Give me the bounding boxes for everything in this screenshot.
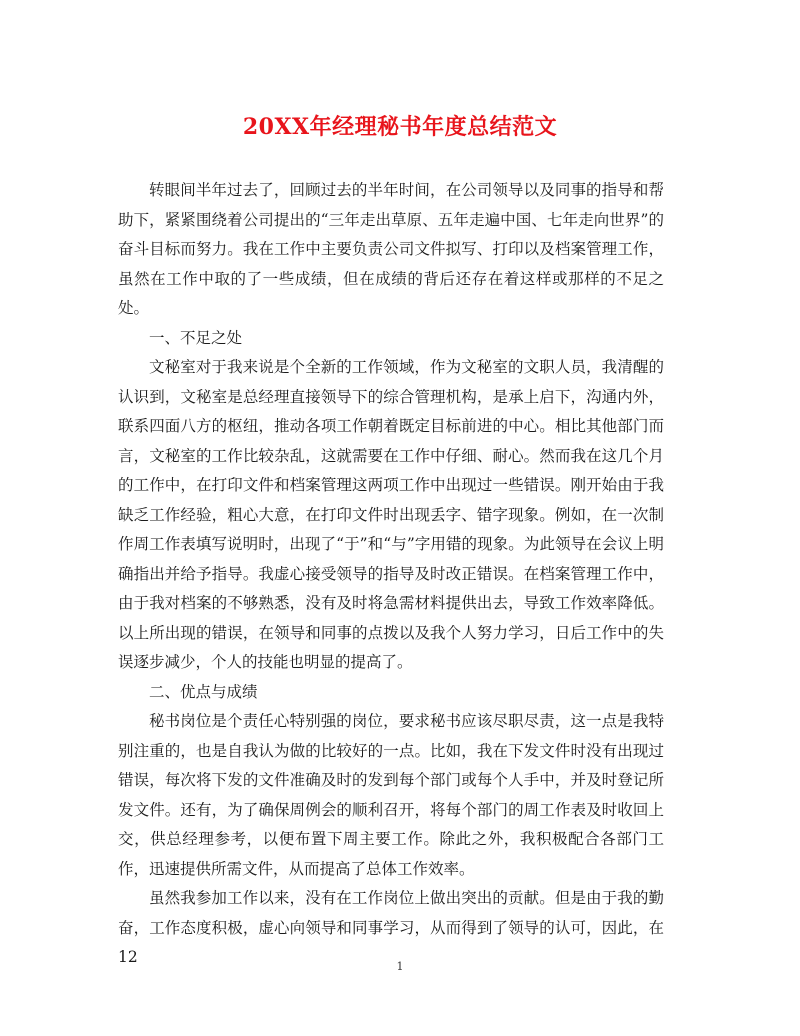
document-body	[118, 176, 664, 973]
section-heading-achievements: 二、优点与成绩	[149, 682, 258, 701]
page-number: 1	[396, 960, 404, 973]
section-heading-shortcomings: 一、不足之处	[149, 328, 243, 347]
paragraph-shortcomings: 文秘室对于我来说是个全新的工作领域，作为文秘室的文职人员，我清醒的认识到，文秘室是总经理直接领导下的综合管理机构，是承上启下，沟通内外，联系四面八方的枢纽，推动各项工作朝着既定目标前进的中心。相比其他部门而言，文秘室的工作比较杂乱，这就需要在工作中仔细、耐心。然而我在这几个月的工作中，在打印文件和档案管理这两项工作中出现过一些错误。刚开始由于我缺乏工作经验，粗心大意，在打印文件时出现丢字、错字现象。例如，在一次制作周工作表填写说明时，出现了“于”和“与”字用错的现象。为此领导在会议上明确指出并给予指导。我虚心接受领导的指导及时改正错误。在档案管理工作中，由于我对档案的不够熟悉，没有及时将急需材料提供出去，导致工作效率降低。以上所出现的错误，在领导和同事的点拨以及我个人努力学习，日后工作中的失误逐步减少，个人的技能也明显的提高了。	[118, 358, 664, 671]
document-title: 20XX年经理秘书年度总结范文	[242, 114, 558, 140]
paragraph-intro: 转眼间半年过去了，回顾过去的半年时间，在公司领导以及同事的指导和帮助下，紧紧围绕着公司提出的“三年走出草原、五年走遍中国、七年走向世界”的奋斗目标而努力。我在工作中主要负责公司文件拟写、打印以及档案管理工作，虽然在工作中取的了一些成绩，但在成绩的背后还存在着这样或那样的不足之处。	[118, 181, 664, 317]
paragraph-contribution: 虽然我参加工作以来，没有在工作岗位上做出突出的贡献。但是由于我的勤奋，工作态度积极，虚心向领导和同事学习，从而得到了领导的认可，因此，在12	[118, 889, 664, 966]
paragraph-achievements: 秘书岗位是个责任心特别强的岗位，要求秘书应该尽职尽责，这一点是我特别注重的，也是自我认为做的比较好的一点。比如，我在下发文件时没有出现过错误，每次将下发的文件准确及时的发到每个部门或每个人手中，并及时登记所发文件。还有，为了确保周例会的顺利召开，将每个部门的周工作表及时收回上交，供总经理参考，以便布置下周主要工作。除此之外，我积极配合各部门工作，迅速提供所需文件，从而提高了总体工作效率。	[118, 712, 664, 878]
